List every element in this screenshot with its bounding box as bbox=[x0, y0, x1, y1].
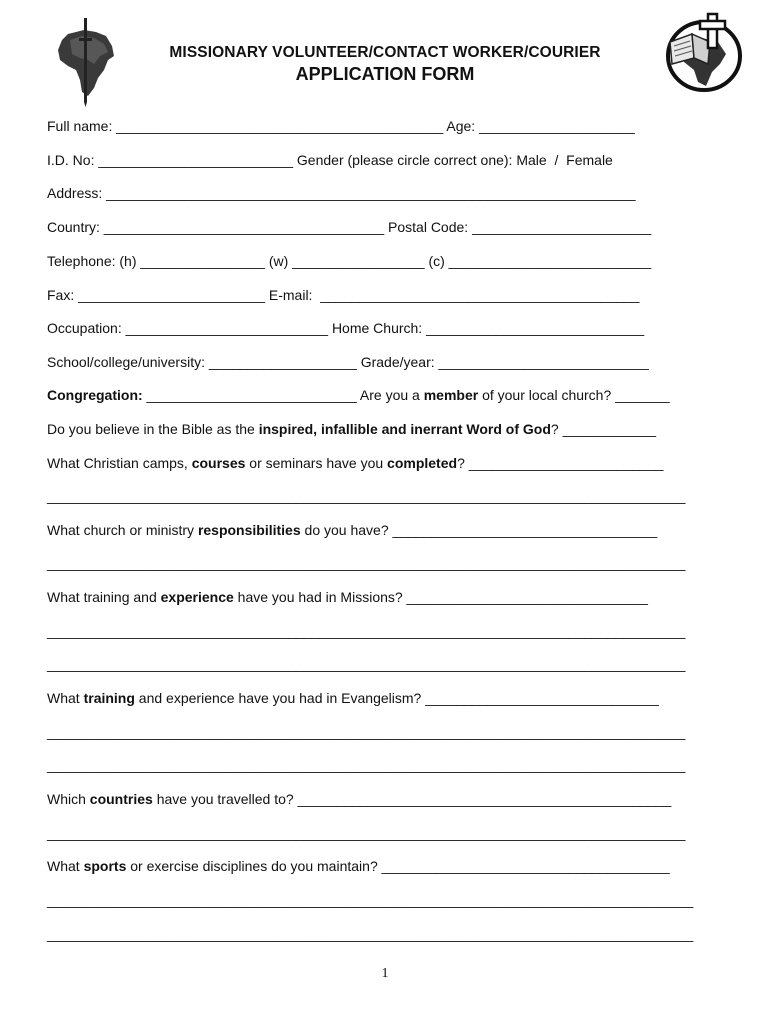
sports-question-c: or exercise disciplines do you maintain? bbox=[126, 858, 378, 874]
evangelism-answer-line-2[interactable]: __________________________________________________________________________________ bbox=[47, 757, 686, 773]
responsibilities-field[interactable]: __________________________________ bbox=[388, 522, 658, 538]
camps-answer-line[interactable]: __________________________________________________________________________________ bbox=[47, 488, 686, 504]
evangelism-question-b: training bbox=[83, 690, 135, 706]
congregation-row bbox=[47, 386, 737, 404]
sports-question-b: sports bbox=[83, 858, 127, 874]
telephone-work-label: (w) bbox=[268, 253, 289, 269]
countries-row bbox=[47, 790, 737, 808]
id-label: I.D. No: bbox=[47, 152, 95, 168]
countries-question-a: Which bbox=[47, 791, 90, 807]
countries-question-b: countries bbox=[89, 791, 153, 807]
africa-sword-logo-icon bbox=[54, 16, 120, 108]
telephone-cell-field[interactable]: __________________________ bbox=[444, 253, 652, 269]
responsibilities-question-a: What church or ministry bbox=[47, 522, 198, 538]
gender-label: Gender (please circle correct one): bbox=[296, 152, 517, 168]
responsibilities-question-b: responsibilities bbox=[197, 522, 301, 538]
camps-question-a: What Christian camps, bbox=[47, 455, 192, 471]
occupation-field[interactable]: __________________________ bbox=[121, 320, 332, 336]
age-label: Age: bbox=[446, 118, 476, 134]
responsibilities-question-c: do you have? bbox=[300, 522, 389, 538]
gender-female-option[interactable]: Female bbox=[566, 152, 613, 168]
school-label: School/college/university: bbox=[47, 354, 205, 370]
bible-question-c: ? bbox=[550, 421, 559, 437]
bible-row bbox=[47, 420, 737, 438]
member-question-c: of your local church? bbox=[478, 387, 612, 403]
countries-question-c: have you travelled to? bbox=[152, 791, 294, 807]
missions-answer-line-1[interactable]: __________________________________________________________________________________ bbox=[47, 623, 686, 639]
countries-field[interactable]: ________________________________________________ bbox=[293, 791, 672, 807]
gender-male-option[interactable]: Male bbox=[516, 152, 547, 168]
gender-separator: / bbox=[546, 152, 567, 168]
grade-year-label: Grade/year: bbox=[360, 354, 435, 370]
address-row bbox=[47, 184, 737, 202]
telephone-home-label: Telephone: (h) bbox=[47, 253, 137, 269]
form-title: MISSIONARY VOLUNTEER/CONTACT WORKER/COURIER bbox=[169, 44, 601, 61]
missions-field[interactable]: _______________________________ bbox=[402, 589, 648, 605]
bible-question-b: inspired, infallible and inerrant Word of God bbox=[258, 421, 551, 437]
id-field[interactable]: _________________________ bbox=[94, 152, 297, 168]
camps-question-d: completed bbox=[387, 455, 458, 471]
missions-row bbox=[47, 588, 737, 606]
bible-field[interactable]: ____________ bbox=[558, 421, 657, 437]
congregation-label: Congregation: bbox=[47, 387, 143, 403]
fax-field[interactable]: ________________________ bbox=[74, 287, 269, 303]
congregation-field[interactable]: ___________________________ bbox=[142, 387, 360, 403]
sports-field[interactable]: _____________________________________ bbox=[377, 858, 670, 874]
responsibilities-answer-line[interactable]: __________________________________________________________________________________ bbox=[47, 555, 686, 571]
bible-question-a: Do you believe in the Bible as the bbox=[47, 421, 259, 437]
school-row bbox=[47, 353, 737, 371]
fax-email-row bbox=[47, 286, 737, 304]
evangelism-answer-line-1[interactable]: __________________________________________________________________________________ bbox=[47, 724, 686, 740]
member-field[interactable]: _______ bbox=[611, 387, 670, 403]
page-number: 1 bbox=[381, 966, 389, 981]
camps-row bbox=[47, 454, 737, 472]
camps-question-c: or seminars have you bbox=[245, 455, 388, 471]
country-label: Country: bbox=[47, 219, 100, 235]
country-row bbox=[47, 218, 737, 236]
missions-question-b: experience bbox=[160, 589, 234, 605]
evangelism-field[interactable]: ______________________________ bbox=[421, 690, 659, 706]
member-question-a: Are you a bbox=[359, 387, 424, 403]
sports-answer-line-1[interactable]: ___________________________________________________________________________________ bbox=[47, 892, 694, 908]
fax-label: Fax: bbox=[47, 287, 75, 303]
sports-answer-line-2[interactable]: ___________________________________________________________________________________ bbox=[47, 926, 694, 942]
home-church-label: Home Church: bbox=[331, 320, 423, 336]
camps-question-e: ? bbox=[457, 455, 465, 471]
id-gender-row bbox=[47, 151, 737, 169]
occupation-label: Occupation: bbox=[47, 320, 122, 336]
full-name-label: Full name: bbox=[47, 118, 113, 134]
postal-code-field[interactable]: _______________________ bbox=[468, 219, 652, 235]
school-field[interactable]: ___________________ bbox=[204, 354, 361, 370]
evangelism-row bbox=[47, 689, 737, 707]
missions-answer-line-2[interactable]: __________________________________________________________________________________ bbox=[47, 656, 686, 672]
sports-question-a: What bbox=[47, 858, 84, 874]
camps-field[interactable]: _________________________ bbox=[464, 455, 664, 471]
telephone-row bbox=[47, 252, 737, 270]
email-field[interactable]: _________________________________________ bbox=[312, 287, 640, 303]
missions-question-a: What training and bbox=[47, 589, 161, 605]
full-name-row bbox=[47, 117, 737, 135]
home-church-field[interactable]: ____________________________ bbox=[422, 320, 645, 336]
evangelism-question-c: and experience have you had in Evangelism? bbox=[134, 690, 422, 706]
countries-answer-line[interactable]: __________________________________________________________________________________ bbox=[47, 825, 686, 841]
occupation-row bbox=[47, 319, 737, 337]
age-field[interactable]: ____________________ bbox=[475, 118, 635, 134]
member-question-b: member bbox=[423, 387, 479, 403]
telephone-work-field[interactable]: _________________ bbox=[288, 253, 429, 269]
missions-question-c: have you had in Missions? bbox=[233, 589, 403, 605]
country-field[interactable]: ____________________________________ bbox=[99, 219, 389, 235]
telephone-cell-label: (c) bbox=[428, 253, 445, 269]
evangelism-question-a: What bbox=[47, 690, 84, 706]
full-name-field[interactable]: __________________________________________ bbox=[112, 118, 447, 134]
camps-question-b: courses bbox=[191, 455, 246, 471]
grade-year-field[interactable]: ___________________________ bbox=[434, 354, 649, 370]
email-label: E-mail: bbox=[268, 287, 313, 303]
postal-code-label: Postal Code: bbox=[388, 219, 469, 235]
form-subtitle: APPLICATION FORM bbox=[295, 64, 475, 84]
sports-row bbox=[47, 857, 737, 875]
responsibilities-row bbox=[47, 521, 737, 539]
telephone-home-field[interactable]: ________________ bbox=[136, 253, 269, 269]
address-label: Address: bbox=[47, 185, 103, 201]
address-field[interactable]: ____________________________________________________________________ bbox=[102, 185, 636, 201]
